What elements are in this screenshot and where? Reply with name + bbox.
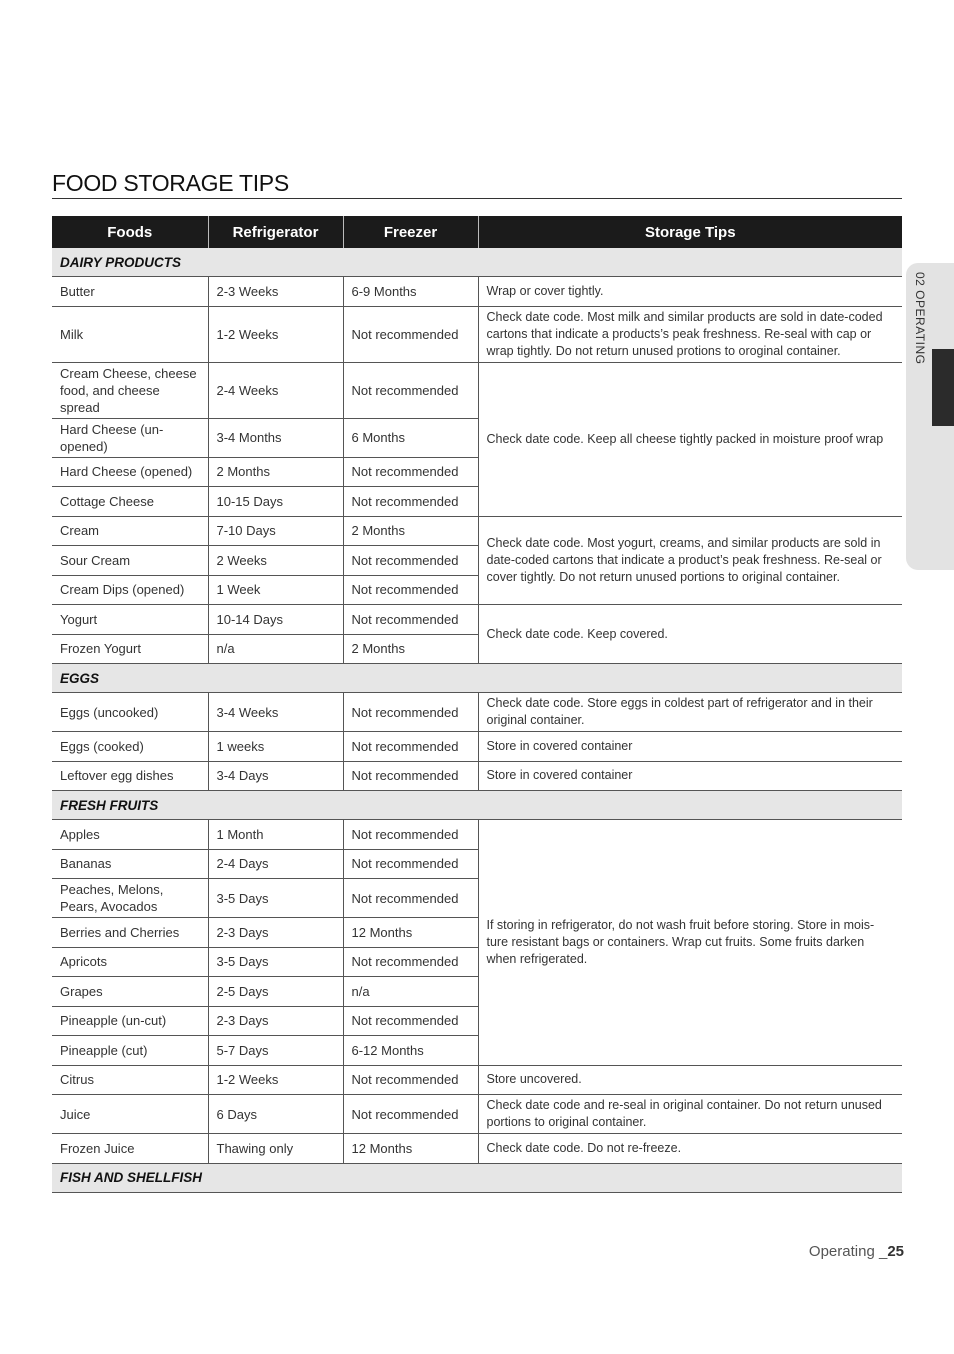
food-cell: Apples (52, 820, 208, 850)
refrigerator-cell: 1 Month (208, 820, 343, 850)
page-footer (809, 1243, 904, 1260)
refrigerator-cell: 2 Months (208, 457, 343, 487)
freezer-cell: Not recommended (343, 761, 478, 791)
chapter-side-label: 02 OPERATING (913, 272, 927, 365)
freezer-cell: Not recommended (343, 849, 478, 879)
refrigerator-cell: 2-5 Days (208, 977, 343, 1007)
header-storage-tips: Storage Tips (478, 216, 902, 248)
food-cell: Yogurt (52, 605, 208, 635)
table-row (52, 693, 902, 732)
refrigerator-cell: 5-7 Days (208, 1036, 343, 1066)
section-row-dairy (52, 248, 902, 277)
food-cell: Juice (52, 1095, 208, 1134)
food-cell: Pineapple (un-cut) (52, 1006, 208, 1036)
freezer-cell: 2 Months (343, 516, 478, 546)
table-row (52, 605, 902, 635)
refrigerator-cell: n/a (208, 634, 343, 664)
table-row (52, 732, 902, 762)
table-row (52, 761, 902, 791)
food-cell: Frozen Juice (52, 1134, 208, 1164)
food-cell: Cottage Cheese (52, 487, 208, 517)
refrigerator-cell: 3-5 Days (208, 947, 343, 977)
freezer-cell: Not recommended (343, 879, 478, 918)
section-label: FRESH FRUITS (52, 791, 902, 820)
table-row (52, 820, 902, 850)
storage-tip-cell: Check date code. Store eggs in coldest part of refrigerator and in their original container. (478, 693, 902, 732)
refrigerator-cell: 1 Week (208, 575, 343, 605)
refrigerator-cell: 10-14 Days (208, 605, 343, 635)
table-row (52, 1065, 902, 1095)
food-cell: Grapes (52, 977, 208, 1007)
freezer-cell: Not recommended (343, 1065, 478, 1095)
food-cell: Hard Cheese (un-opened) (52, 418, 208, 457)
refrigerator-cell: 2 Weeks (208, 546, 343, 576)
freezer-cell: n/a (343, 977, 478, 1007)
storage-tip-cell: Check date code. Most yogurt, creams, and similar products are sold in date-coded cartons that indicate a product’s peak freshness. Re-seal or cover tightly. Do not return unused portions to original container. (478, 516, 902, 605)
freezer-cell: 6-12 Months (343, 1036, 478, 1066)
section-label: FISH AND SHELLFISH (52, 1163, 902, 1192)
food-cell: Cream Dips (opened) (52, 575, 208, 605)
freezer-cell: 12 Months (343, 918, 478, 948)
freezer-cell: 6 Months (343, 418, 478, 457)
freezer-cell: 2 Months (343, 634, 478, 664)
refrigerator-cell: 3-4 Weeks (208, 693, 343, 732)
food-cell: Bananas (52, 849, 208, 879)
section-row-fresh-fruits (52, 791, 902, 820)
section-row-fish-and-shellfish (52, 1163, 902, 1192)
food-cell: Milk (52, 306, 208, 362)
storage-tip-cell: Wrap or cover tightly. (478, 277, 902, 307)
freezer-cell: Not recommended (343, 605, 478, 635)
table-row (52, 277, 902, 307)
food-cell: Pineapple (cut) (52, 1036, 208, 1066)
section-label: DAIRY PRODUCTS (52, 248, 902, 277)
refrigerator-cell: 2-3 Weeks (208, 277, 343, 307)
header-refrigerator: Refrigerator (208, 216, 343, 248)
refrigerator-cell: 2-4 Days (208, 849, 343, 879)
header-foods: Foods (52, 216, 208, 248)
storage-tip-cell: Check date code. Keep covered. (478, 605, 902, 664)
section-row-eggs (52, 664, 902, 693)
food-cell: Eggs (cooked) (52, 732, 208, 762)
table-row (52, 516, 902, 546)
freezer-cell: Not recommended (343, 693, 478, 732)
table-row (52, 306, 902, 362)
storage-tip-cell: Check date code. Do not re-freeze. (478, 1134, 902, 1164)
storage-tip-cell: Check date code. Most milk and similar products are sold in date-coded cartons that indicate a products’s peak freshness. Re-seal with cap or wrap tightly. Do not return unused protions to oroginal container. (478, 306, 902, 362)
table-row (52, 1095, 902, 1134)
food-cell: Leftover egg dishes (52, 761, 208, 791)
food-cell: Cream Cheese, cheese food, and cheese spread (52, 362, 208, 418)
storage-tip-cell: Check date code. Keep all cheese tightly packed in moisture proof wrap (478, 362, 902, 516)
section-label: EGGS (52, 664, 902, 693)
footer-section-label: Operating _ (808, 1243, 888, 1260)
freezer-cell: Not recommended (343, 820, 478, 850)
refrigerator-cell: 2-4 Weeks (208, 362, 343, 418)
refrigerator-cell: 1-2 Weeks (208, 1065, 343, 1095)
table-row (52, 362, 902, 418)
refrigerator-cell: 10-15 Days (208, 487, 343, 517)
food-cell: Citrus (52, 1065, 208, 1095)
refrigerator-cell: Thawing only (208, 1134, 343, 1164)
freezer-cell: Not recommended (343, 947, 478, 977)
freezer-cell: Not recommended (343, 546, 478, 576)
chapter-tab-marker (932, 349, 954, 426)
refrigerator-cell: 1-2 Weeks (208, 306, 343, 362)
refrigerator-cell: 1 weeks (208, 732, 343, 762)
freezer-cell: 12 Months (343, 1134, 478, 1164)
freezer-cell: Not recommended (343, 487, 478, 517)
food-cell: Cream (52, 516, 208, 546)
food-cell: Hard Cheese (opened) (52, 457, 208, 487)
table-header-row (52, 216, 902, 248)
page-number: 25 (887, 1243, 904, 1260)
refrigerator-cell: 2-3 Days (208, 1006, 343, 1036)
storage-tip-cell: Store in covered container (478, 761, 902, 791)
freezer-cell: Not recommended (343, 732, 478, 762)
header-freezer: Freezer (343, 216, 478, 248)
refrigerator-cell: 3-4 Months (208, 418, 343, 457)
freezer-cell: Not recommended (343, 362, 478, 418)
food-cell: Butter (52, 277, 208, 307)
page-title: FOOD STORAGE TIPS (52, 170, 902, 199)
refrigerator-cell: 3-5 Days (208, 879, 343, 918)
food-cell: Sour Cream (52, 546, 208, 576)
freezer-cell: Not recommended (343, 1095, 478, 1134)
food-cell: Berries and Cherries (52, 918, 208, 948)
freezer-cell: 6-9 Months (343, 277, 478, 307)
refrigerator-cell: 2-3 Days (208, 918, 343, 948)
freezer-cell: Not recommended (343, 1006, 478, 1036)
food-cell: Frozen Yogurt (52, 634, 208, 664)
food-cell: Peaches, Melons, Pears, Avocados (52, 879, 208, 918)
freezer-cell: Not recommended (343, 306, 478, 362)
food-cell: Apricots (52, 947, 208, 977)
food-storage-table (52, 216, 902, 1193)
refrigerator-cell: 7-10 Days (208, 516, 343, 546)
storage-tip-cell: Store uncovered. (478, 1065, 902, 1095)
refrigerator-cell: 3-4 Days (208, 761, 343, 791)
storage-tip-cell: Check date code and re-seal in original container. Do not return unused portions to original container. (478, 1095, 902, 1134)
freezer-cell: Not recommended (343, 575, 478, 605)
table-row (52, 1134, 902, 1164)
storage-tip-cell: Store in covered container (478, 732, 902, 762)
storage-tip-cell: If storing in refrigerator, do not wash fruit before storing. Store in mois-ture resistant bags or containers. Wrap cut fruits. Some fruits darken when refrigerated. (478, 820, 902, 1066)
freezer-cell: Not recommended (343, 457, 478, 487)
refrigerator-cell: 6 Days (208, 1095, 343, 1134)
food-cell: Eggs (uncooked) (52, 693, 208, 732)
